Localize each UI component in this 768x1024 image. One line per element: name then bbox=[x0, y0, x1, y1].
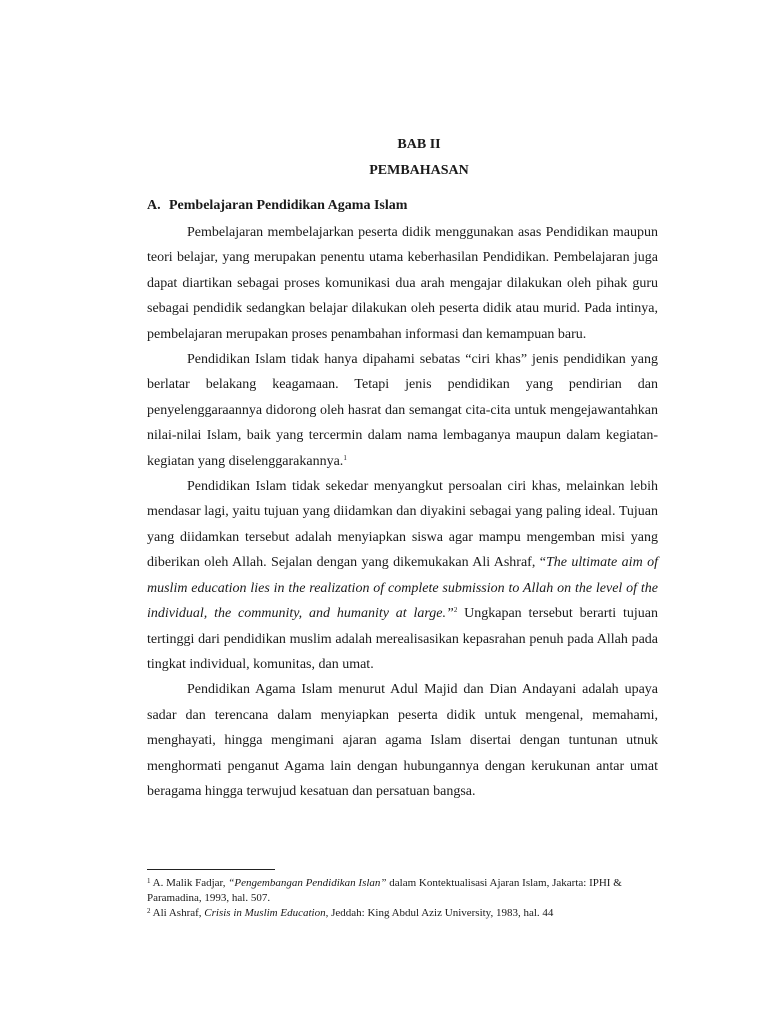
footnote-2-rest: Jeddah: King Abdul Aziz University, 1983, hal. 44 bbox=[328, 907, 554, 919]
footnote-2 bbox=[147, 906, 658, 921]
chapter-title: BAB II bbox=[397, 137, 441, 152]
paragraph-3-quote: The ultimate aim of muslim education lies in the realization of complete submission to Allah on the level of the individual, the community, and humanity at large.” bbox=[147, 555, 658, 622]
section-title: Pembelajaran Pendidikan Agama Islam bbox=[169, 198, 408, 213]
paragraph-3-text-b: Ungkapan tersebut berarti tujuan tertinggi dari pendidikan muslim adalah merealisasikan kepasrahan penuh pada Allah pada tingkat individual, komunitas, dan umat. bbox=[147, 606, 658, 672]
footnote-1-rest: dalam Kontektualisasi Ajaran Islam, Jakarta: IPHI & Paramadina, 1993, hal. 507. bbox=[147, 877, 622, 904]
chapter-subtitle: PEMBAHASAN bbox=[369, 163, 469, 178]
paragraph-2-text: Pendidikan Islam tidak hanya dipahami sebatas “ciri khas” jenis pendidikan yang berlatar belakang keagamaan. Tetapi jenis pendidikan yang pendirian dan penyelenggaraannya didorong oleh hasrat dan semangat cita-cita untuk mengejawantahkan nilai-nilai Islam, baik yang tercermin dalam nama lembaganya maupun dalam kegiatan-kegiatan yang diselenggarakannya. bbox=[147, 352, 658, 469]
section-heading bbox=[147, 198, 407, 214]
footnote-2-title: Crisis in Muslim Education, bbox=[204, 907, 329, 919]
footnote-2-number: 2 bbox=[147, 907, 151, 915]
footnote-1 bbox=[147, 876, 658, 906]
footnote-1-number: 1 bbox=[147, 877, 151, 885]
body-text bbox=[147, 220, 658, 804]
footnote-1-title: “Pengembangan Pendidikan Islan” bbox=[228, 877, 387, 889]
section-number: A. bbox=[147, 198, 161, 213]
footnotes bbox=[147, 876, 658, 921]
paragraph-3-text-a: Pendidikan Islam tidak sekedar menyangkut persoalan ciri khas, melainkan lebih mendasar lagi, yaitu tujuan yang diidamkan dan diyakini sebagai yang paling ideal. Tujuan yang diidamkan tersebut adalah menyiapkan siswa agar mampu mengemban misi yang diberikan oleh Allah. Sejalan dengan yang dikemukakan Ali Ashraf, “ bbox=[147, 479, 658, 571]
footnote-2-author: Ali Ashraf, bbox=[150, 907, 205, 919]
paragraph-4: Pendidikan Agama Islam menurut Adul Majid dan Dian Andayani adalah upaya sadar dan terencana dalam menyiapkan peserta didik untuk mengenal, memahami, menghayati, hingga mengimani ajaran agama Islam disertai dengan tuntunan utnuk menghormati penganut Agama lain dengan hubungannya dengan kerukunan antar umat beragama hingga terwujud kesatuan dan persatuan bangsa. bbox=[147, 682, 658, 799]
footnote-ref-1: 1 bbox=[343, 453, 347, 462]
paragraph-3 bbox=[147, 474, 658, 677]
paragraph-2 bbox=[147, 347, 658, 474]
footnote-ref-2: 2 bbox=[453, 606, 458, 615]
paragraph-1: Pembelajaran membelajarkan peserta didik menggunakan asas Pendidikan maupun teori belajar, yang merupakan penentu utama keberhasilan Pendidikan. Pembelajaran juga dapat diartikan sebagai proses komunikasi dua arah mengajar dilakukan oleh pihak guru sebagai pendidik sedangkan belajar dilakukan oleh peserta didik atau murid. Pada intinya, pembelajaran merupakan proses penambahan informasi dan kemampuan baru. bbox=[147, 225, 658, 342]
footnote-divider bbox=[147, 869, 275, 870]
footnote-1-author: A. Malik Fadjar, bbox=[150, 877, 229, 889]
